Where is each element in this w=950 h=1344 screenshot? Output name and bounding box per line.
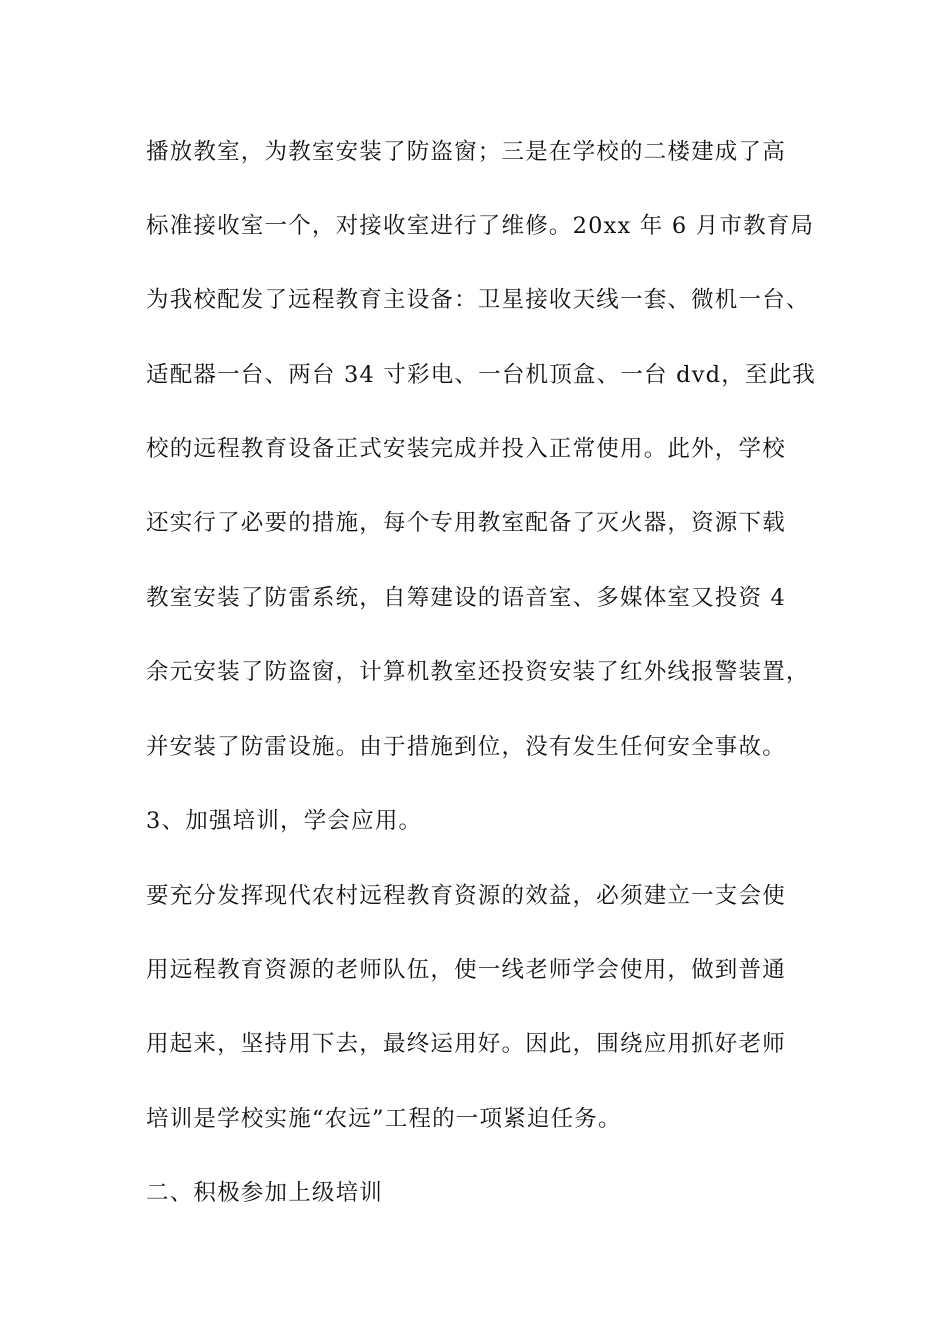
paragraph-line: 用远程教育资源的老师队伍，使一线老师学会使用，做到普通 [146, 957, 786, 983]
section-heading: 二、积极参加上级培训 [146, 1180, 384, 1206]
paragraph-line: 余元安装了防盗窗，计算机教室还投资安装了红外线报警装置， [146, 659, 810, 685]
section-heading: 3、加强培训，学会应用。 [146, 808, 423, 834]
paragraph-line: 适配器一台、两台 34 寸彩电、一台机顶盒、一台 dvd，至此我 [146, 362, 817, 388]
paragraph-line: 校的远程教育设备正式安装完成并投入正常使用。此外，学校 [146, 436, 786, 462]
paragraph-line: 为我校配发了远程教育主设备：卫星接收天线一套、微机一台、 [146, 287, 810, 313]
paragraph-line: 要充分发挥现代农村远程教育资源的效益，必须建立一支会使 [146, 883, 786, 909]
paragraph-line: 并安装了防雷设施。由于措施到位，没有发生任何安全事故。 [146, 734, 786, 760]
paragraph-line: 播放教室，为教室安装了防盗窗；三是在学校的二楼建成了高 [146, 139, 786, 165]
paragraph-line: 标准接收室一个，对接收室进行了维修。20xx 年 6 月市教育局 [146, 213, 815, 239]
paragraph-line: 还实行了必要的措施，每个专用教室配备了灭火器，资源下载 [146, 510, 786, 536]
paragraph-line: 培训是学校实施“农远”工程的一项紧迫任务。 [146, 1106, 622, 1132]
paragraph-line: 教室安装了防雷系统，自筹建设的语音室、多媒体室又投资 4 [146, 585, 787, 611]
paragraph-line: 用起来，坚持用下去，最终运用好。因此，围绕应用抓好老师 [146, 1031, 786, 1057]
